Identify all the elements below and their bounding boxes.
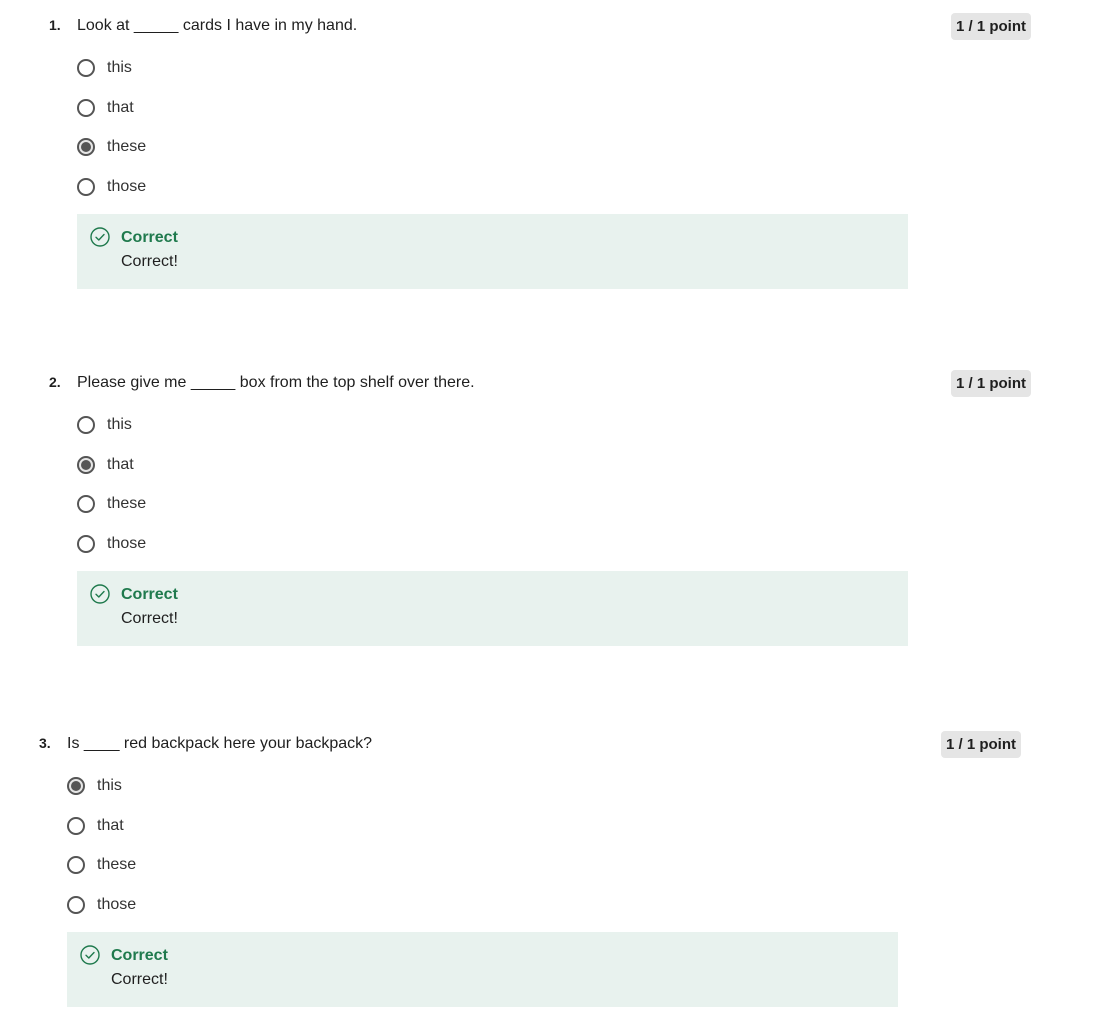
option-label: that	[107, 455, 134, 473]
option-these[interactable]	[77, 136, 146, 158]
question-header	[49, 374, 1049, 404]
option-label: that	[97, 816, 124, 834]
option-label: this	[107, 416, 132, 433]
answer-options	[67, 775, 136, 933]
radio-button[interactable]	[67, 896, 85, 914]
option-those[interactable]	[77, 533, 146, 555]
feedback-box	[77, 214, 908, 289]
option-that[interactable]	[77, 454, 146, 476]
question-text: Is ____ red backpack here your backpack?	[67, 735, 373, 752]
question-3	[39, 735, 1039, 988]
option-label: this	[107, 59, 132, 76]
radio-button[interactable]	[77, 535, 95, 553]
question-1	[49, 17, 1049, 270]
radio-button[interactable]	[67, 856, 85, 874]
radio-button[interactable]	[77, 138, 95, 156]
feedback-message: Correct!	[121, 610, 178, 627]
radio-button[interactable]	[77, 495, 95, 513]
option-that[interactable]	[67, 815, 136, 837]
radio-button[interactable]	[67, 817, 85, 835]
question-number: 3.	[39, 735, 51, 751]
option-label: this	[97, 777, 122, 794]
question-text: Look at _____ cards I have in my hand.	[77, 17, 358, 34]
question-number: 1.	[49, 17, 61, 33]
check-circle-icon	[80, 945, 100, 965]
option-label: these	[107, 495, 147, 512]
feedback-box	[77, 571, 908, 646]
question-text: Please give me _____ box from the top shelf over there.	[77, 374, 475, 391]
feedback-message: Correct!	[121, 253, 178, 270]
option-these[interactable]	[67, 854, 136, 876]
question-number: 2.	[49, 374, 61, 390]
answer-options	[77, 414, 146, 572]
feedback-box	[67, 932, 898, 1007]
option-label: these	[107, 138, 147, 155]
check-circle-icon	[90, 584, 110, 604]
check-circle-icon	[90, 227, 110, 247]
option-these[interactable]	[77, 493, 146, 515]
feedback-status: Correct	[121, 229, 178, 246]
option-those[interactable]	[77, 176, 146, 198]
option-label: those	[107, 177, 147, 195]
question-header	[49, 17, 1049, 47]
radio-button[interactable]	[77, 456, 95, 474]
option-that[interactable]	[77, 97, 146, 119]
question-2	[49, 374, 1049, 627]
answer-options	[77, 57, 146, 215]
points-badge: 1 / 1 point	[941, 731, 1021, 758]
points-badge: 1 / 1 point	[951, 370, 1031, 397]
option-label: those	[97, 895, 137, 913]
option-this[interactable]	[67, 775, 136, 797]
option-label: these	[97, 856, 137, 873]
radio-button[interactable]	[67, 777, 85, 795]
question-header	[39, 735, 1039, 765]
radio-button[interactable]	[77, 178, 95, 196]
feedback-status: Correct	[111, 947, 168, 964]
feedback-status: Correct	[121, 586, 178, 603]
radio-button[interactable]	[77, 59, 95, 77]
feedback-message: Correct!	[111, 971, 168, 988]
option-label: those	[107, 534, 147, 552]
radio-button[interactable]	[77, 99, 95, 117]
points-badge: 1 / 1 point	[951, 13, 1031, 40]
option-this[interactable]	[77, 414, 146, 436]
option-label: that	[107, 98, 134, 116]
option-this[interactable]	[77, 57, 146, 79]
radio-button[interactable]	[77, 416, 95, 434]
option-those[interactable]	[67, 894, 136, 916]
